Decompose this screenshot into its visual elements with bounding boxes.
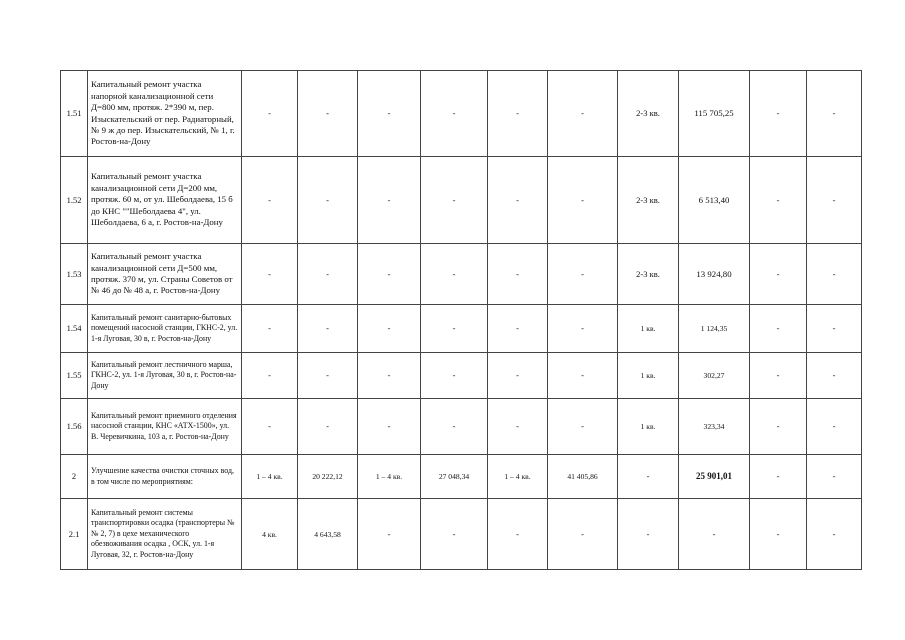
cell-amount-2: -	[421, 305, 488, 353]
cell-amount-4: 1 124,35	[679, 305, 750, 353]
table-row	[61, 455, 862, 499]
cell-amount-5: -	[807, 305, 862, 353]
cell-period-4: 1 кв.	[618, 305, 679, 353]
cell-period-4: -	[618, 499, 679, 570]
cell-amount-5: -	[807, 71, 862, 157]
cell-amount-1: -	[298, 353, 358, 399]
cell-amount-3: -	[548, 305, 618, 353]
cell-amount-1: -	[298, 399, 358, 455]
cell-amount-2: -	[421, 499, 488, 570]
work-description: Капитальный ремонт участка напорной канализационной сети Д=800 мм, протяж. 2*390 м, пер. Изыскательский от пер. Радиаторный, № 9 ж до пер. Изыскательский, № 1, г. Ростов-на-Дону	[88, 71, 242, 157]
cell-amount-4: 13 924,80	[679, 244, 750, 305]
cell-amount-3: -	[548, 353, 618, 399]
cell-period-1: -	[242, 157, 298, 244]
table-row	[61, 399, 862, 455]
table-row	[61, 157, 862, 244]
cell-amount-5: -	[807, 353, 862, 399]
cell-amount-4: 302,27	[679, 353, 750, 399]
cell-period-5: -	[750, 353, 807, 399]
cell-period-2: -	[358, 305, 421, 353]
cell-amount-2: -	[421, 244, 488, 305]
work-description: Капитальный ремонт участка канализационной сети Д=200 мм, протяж. 60 м, от ул. Шеболдаева, 15 б до КНС ""Шеболдаева 4", ул. Шеболдаева, 6 а, г. Ростов-на-Дону	[88, 157, 242, 244]
cell-amount-1: 20 222,12	[298, 455, 358, 499]
cell-period-5: -	[750, 399, 807, 455]
cell-amount-4: 6 513,40	[679, 157, 750, 244]
cell-period-4: 2-3 кв.	[618, 157, 679, 244]
cell-period-4: 2-3 кв.	[618, 71, 679, 157]
cell-amount-2: -	[421, 353, 488, 399]
cell-amount-3: -	[548, 499, 618, 570]
cell-amount-2: -	[421, 157, 488, 244]
cell-period-1: -	[242, 305, 298, 353]
cell-period-1: 4 кв.	[242, 499, 298, 570]
work-description: Капитальный ремонт системы транспортировки осадка (транспортеры №№ 2, 7) в цехе механического обезвоживания осадка , ОСК, ул. 1-я Луговая, 32, г. Ростов-на-Дону	[88, 499, 242, 570]
cell-amount-5: -	[807, 244, 862, 305]
cell-period-4: 1 кв.	[618, 353, 679, 399]
cell-amount-3: -	[548, 399, 618, 455]
cell-period-3: -	[488, 353, 548, 399]
cell-amount-4: -	[679, 499, 750, 570]
cell-period-1: -	[242, 399, 298, 455]
cell-amount-1: 4 643,58	[298, 499, 358, 570]
works-table	[60, 70, 862, 570]
cell-period-3: -	[488, 399, 548, 455]
cell-period-5: -	[750, 455, 807, 499]
cell-period-2: -	[358, 499, 421, 570]
cell-period-3: -	[488, 157, 548, 244]
cell-amount-2: 27 048,34	[421, 455, 488, 499]
cell-period-5: -	[750, 499, 807, 570]
cell-period-5: -	[750, 157, 807, 244]
cell-period-5: -	[750, 305, 807, 353]
cell-period-2: -	[358, 244, 421, 305]
cell-period-4: 2-3 кв.	[618, 244, 679, 305]
cell-amount-4: 115 705,25	[679, 71, 750, 157]
row-number: 1.56	[61, 399, 88, 455]
cell-amount-1: -	[298, 157, 358, 244]
work-description: Улучшение качества очистки сточных вод, в том числе по мероприятиям:	[88, 455, 242, 499]
cell-period-2: -	[358, 399, 421, 455]
cell-amount-5: -	[807, 499, 862, 570]
cell-period-1: 1 – 4 кв.	[242, 455, 298, 499]
row-number: 1.53	[61, 244, 88, 305]
cell-amount-2: -	[421, 399, 488, 455]
row-number: 1.51	[61, 71, 88, 157]
cell-amount-5: -	[807, 157, 862, 244]
table-row	[61, 305, 862, 353]
table-row	[61, 244, 862, 305]
row-number: 2.1	[61, 499, 88, 570]
cell-period-5: -	[750, 244, 807, 305]
cell-amount-3: -	[548, 157, 618, 244]
cell-period-4: -	[618, 455, 679, 499]
table-row	[61, 499, 862, 570]
cell-amount-3: -	[548, 71, 618, 157]
cell-period-3: -	[488, 305, 548, 353]
cell-period-1: -	[242, 353, 298, 399]
cell-period-3: -	[488, 71, 548, 157]
row-number: 1.52	[61, 157, 88, 244]
cell-amount-1: -	[298, 71, 358, 157]
cell-amount-5: -	[807, 399, 862, 455]
cell-amount-1: -	[298, 244, 358, 305]
cell-amount-3: 41 405,86	[548, 455, 618, 499]
cell-amount-2: -	[421, 71, 488, 157]
cell-period-2: 1 – 4 кв.	[358, 455, 421, 499]
table-row	[61, 71, 862, 157]
cell-period-3: -	[488, 499, 548, 570]
work-description: Капитальный ремонт участка канализационной сети Д=500 мм, протяж. 370 м, ул. Страны Советов от № 46 до № 48 а, г. Ростов-на-Дону	[88, 244, 242, 305]
cell-period-1: -	[242, 71, 298, 157]
work-description: Капитальный ремонт санитарно-бытовых помещений насосной станции, ГКНС-2, ул. 1-я Луговая, 30 в, г. Ростов-на-Дону	[88, 305, 242, 353]
cell-period-2: -	[358, 157, 421, 244]
cell-period-3: 1 – 4 кв.	[488, 455, 548, 499]
cell-amount-1: -	[298, 305, 358, 353]
row-number: 1.55	[61, 353, 88, 399]
work-description: Капитальный ремонт лестничного марша, ГКНС-2, ул. 1-я Луговая, 30 в, г. Ростов-на-Дону	[88, 353, 242, 399]
work-description: Капитальный ремонт приемного отделения насосной станции, КНС «АТХ-1500», ул. В. Черевичкина, 103 а, г. Ростов-на-Дону	[88, 399, 242, 455]
row-number: 1.54	[61, 305, 88, 353]
cell-amount-5: -	[807, 455, 862, 499]
cell-amount-4: 25 901,01	[679, 455, 750, 499]
cell-period-2: -	[358, 353, 421, 399]
table-row	[61, 353, 862, 399]
cell-period-4: 1 кв.	[618, 399, 679, 455]
cell-period-3: -	[488, 244, 548, 305]
cell-period-1: -	[242, 244, 298, 305]
cell-amount-3: -	[548, 244, 618, 305]
cell-period-2: -	[358, 71, 421, 157]
row-number: 2	[61, 455, 88, 499]
cell-period-5: -	[750, 71, 807, 157]
cell-amount-4: 323,34	[679, 399, 750, 455]
